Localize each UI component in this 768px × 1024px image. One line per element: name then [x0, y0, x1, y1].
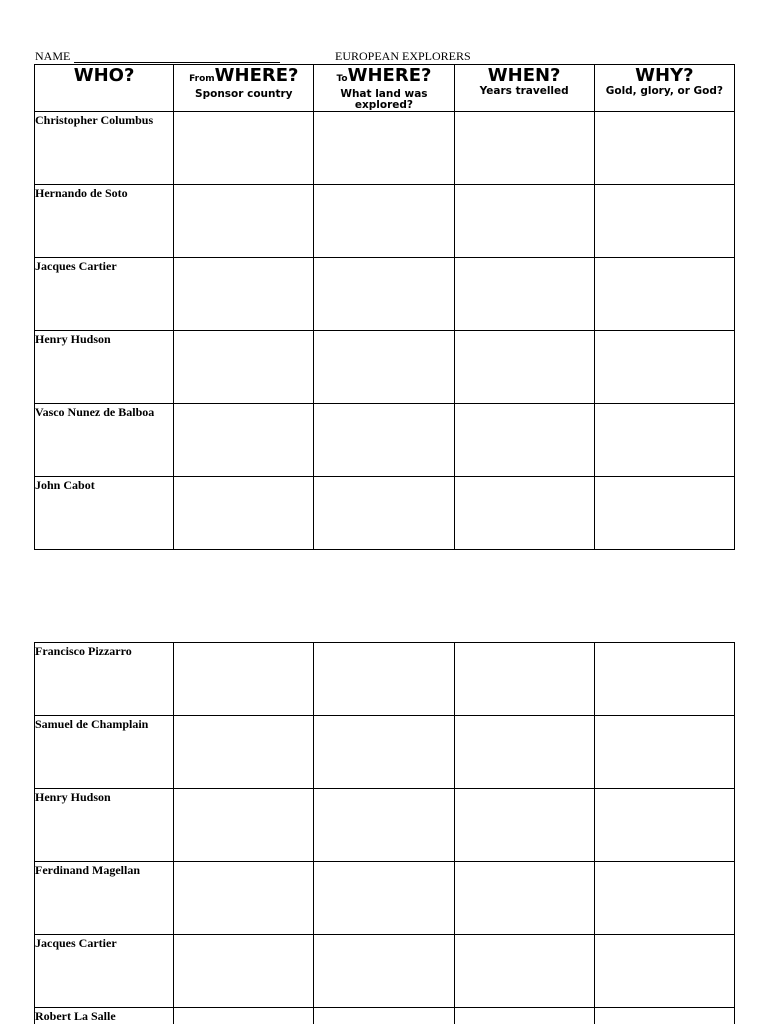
- explorer-name: Samuel de Champlain: [35, 716, 174, 789]
- table-row: [35, 404, 735, 477]
- header-why-title: WHY?: [635, 65, 694, 86]
- motive-cell[interactable]: [594, 258, 734, 331]
- sponsor-country-cell[interactable]: [174, 716, 314, 789]
- years-travelled-cell[interactable]: [454, 331, 594, 404]
- land-explored-cell[interactable]: [314, 716, 454, 789]
- motive-cell[interactable]: [594, 404, 734, 477]
- explorers-table-1: [34, 64, 735, 550]
- sponsor-country-cell[interactable]: [174, 1008, 314, 1024]
- explorer-name: Christopher Columbus: [35, 112, 174, 185]
- header-when: [454, 65, 594, 112]
- explorers-table-2: [34, 642, 735, 1024]
- table-row: [35, 862, 735, 935]
- header-to-where: [314, 65, 454, 112]
- explorer-name: Francisco Pizzarro: [35, 643, 174, 716]
- years-travelled-cell[interactable]: [454, 404, 594, 477]
- explorer-name: Jacques Cartier: [35, 935, 174, 1008]
- header-who-title: WHO?: [73, 65, 135, 86]
- motive-cell[interactable]: [594, 862, 734, 935]
- header-from-where-subtitle: Sponsor country: [195, 88, 293, 100]
- table-row: [35, 258, 735, 331]
- motive-cell[interactable]: [594, 331, 734, 404]
- land-explored-cell[interactable]: [314, 643, 454, 716]
- header-when-subtitle: Years travelled: [479, 85, 569, 97]
- explorer-name: Vasco Nunez de Balboa: [35, 404, 174, 477]
- table-row: [35, 716, 735, 789]
- motive-cell[interactable]: [594, 716, 734, 789]
- table-row: [35, 789, 735, 862]
- header-row: [35, 65, 735, 112]
- table-row: [35, 643, 735, 716]
- sponsor-country-cell[interactable]: [174, 404, 314, 477]
- header-to-prefix: To: [336, 74, 348, 84]
- land-explored-cell[interactable]: [314, 185, 454, 258]
- name-blank-line[interactable]: [74, 62, 280, 63]
- table-row: [35, 477, 735, 550]
- table-row: [35, 1008, 735, 1024]
- page-title: EUROPEAN EXPLORERS: [335, 49, 471, 63]
- land-explored-cell[interactable]: [314, 112, 454, 185]
- explorer-name: Henry Hudson: [35, 789, 174, 862]
- name-label: NAME: [35, 49, 71, 63]
- years-travelled-cell[interactable]: [454, 1008, 594, 1024]
- motive-cell[interactable]: [594, 112, 734, 185]
- header-from-where: [174, 65, 314, 112]
- explorer-name: Ferdinand Magellan: [35, 862, 174, 935]
- explorer-name: Robert La Salle: [35, 1008, 174, 1024]
- header-who: [35, 65, 174, 112]
- land-explored-cell[interactable]: [314, 935, 454, 1008]
- sponsor-country-cell[interactable]: [174, 862, 314, 935]
- land-explored-cell[interactable]: [314, 862, 454, 935]
- land-explored-cell[interactable]: [314, 789, 454, 862]
- land-explored-cell[interactable]: [314, 1008, 454, 1024]
- years-travelled-cell[interactable]: [454, 112, 594, 185]
- explorer-name: Henry Hudson: [35, 331, 174, 404]
- sponsor-country-cell[interactable]: [174, 112, 314, 185]
- explorer-name: John Cabot: [35, 477, 174, 550]
- motive-cell[interactable]: [594, 1008, 734, 1024]
- table-row: [35, 112, 735, 185]
- explorer-name: Jacques Cartier: [35, 258, 174, 331]
- years-travelled-cell[interactable]: [454, 716, 594, 789]
- sponsor-country-cell[interactable]: [174, 477, 314, 550]
- header-to-where-subtitle: What land was explored?: [340, 88, 428, 111]
- years-travelled-cell[interactable]: [454, 789, 594, 862]
- motive-cell[interactable]: [594, 789, 734, 862]
- land-explored-cell[interactable]: [314, 404, 454, 477]
- motive-cell[interactable]: [594, 477, 734, 550]
- years-travelled-cell[interactable]: [454, 185, 594, 258]
- sponsor-country-cell[interactable]: [174, 935, 314, 1008]
- years-travelled-cell[interactable]: [454, 258, 594, 331]
- table-row: [35, 185, 735, 258]
- header-from-where-title: WHERE?: [214, 65, 299, 86]
- years-travelled-cell[interactable]: [454, 477, 594, 550]
- sponsor-country-cell[interactable]: [174, 789, 314, 862]
- header-from-prefix: From: [189, 74, 215, 84]
- header-to-where-title: WHERE?: [347, 65, 432, 86]
- motive-cell[interactable]: [594, 935, 734, 1008]
- explorer-name: Hernando de Soto: [35, 185, 174, 258]
- sponsor-country-cell[interactable]: [174, 258, 314, 331]
- header-why-subtitle: Gold, glory, or God?: [605, 85, 723, 97]
- land-explored-cell[interactable]: [314, 477, 454, 550]
- header-why: [594, 65, 734, 112]
- motive-cell[interactable]: [594, 643, 734, 716]
- years-travelled-cell[interactable]: [454, 862, 594, 935]
- table-row: [35, 331, 735, 404]
- motive-cell[interactable]: [594, 185, 734, 258]
- years-travelled-cell[interactable]: [454, 643, 594, 716]
- header-when-title: WHEN?: [487, 65, 561, 86]
- land-explored-cell[interactable]: [314, 331, 454, 404]
- land-explored-cell[interactable]: [314, 258, 454, 331]
- sponsor-country-cell[interactable]: [174, 643, 314, 716]
- years-travelled-cell[interactable]: [454, 935, 594, 1008]
- table-row: [35, 935, 735, 1008]
- sponsor-country-cell[interactable]: [174, 331, 314, 404]
- sponsor-country-cell[interactable]: [174, 185, 314, 258]
